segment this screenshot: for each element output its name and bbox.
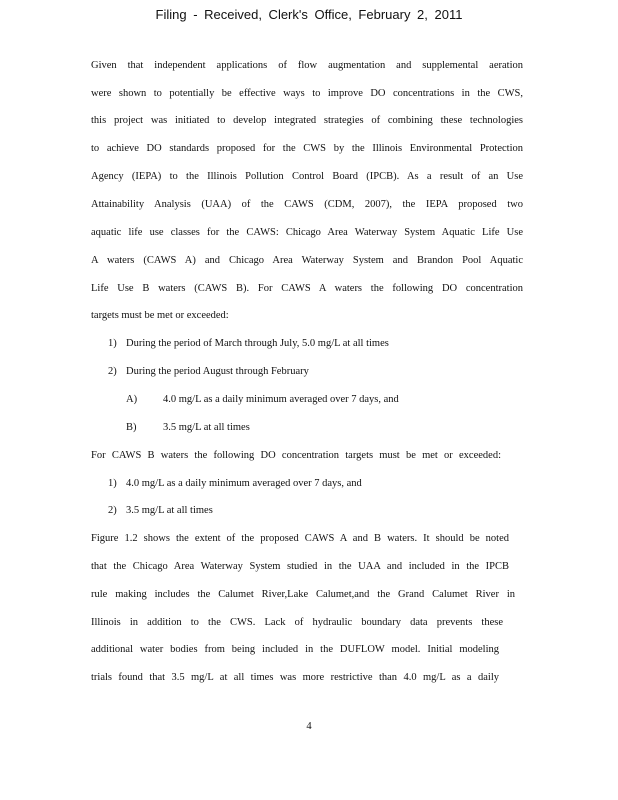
filing-header: Filing - Received, Clerk's Office, February 2, 2011: [155, 7, 463, 22]
list-a-item-2-text: During the period August through February: [126, 366, 309, 377]
paragraph-1-line: aquatic life use classes for the CAWS: Chicago Area Waterway System Aquatic Life Use: [91, 227, 523, 238]
caws-b-intro: For CAWS B waters the following DO concentration targets must be met or exceeded:: [91, 450, 501, 461]
paragraph-2-line: that the Chicago Area Waterway System studied in the UAA and included in the IPCB: [91, 561, 509, 572]
paragraph-1-line: this project was initiated to develop integrated strategies of combining these technologies: [91, 115, 523, 126]
paragraph-2-line: Illinois in addition to the CWS. Lack of hydraulic boundary data prevents these: [91, 617, 503, 628]
paragraph-1-line: to achieve DO standards proposed for the CWS by the Illinois Environmental Protection: [91, 143, 523, 154]
paragraph-1-line: Attainability Analysis (UAA) of the CAWS (CDM, 2007), the IEPA proposed two: [91, 199, 523, 210]
list-b-item-2-text: 3.5 mg/L at all times: [126, 505, 213, 516]
list-a-item-2-number: 2): [108, 366, 117, 377]
list-b-item-1-text: 4.0 mg/L as a daily minimum averaged over 7 days, and: [126, 478, 362, 489]
paragraph-2-line: Figure 1.2 shows the extent of the proposed CAWS A and B waters. It should be noted: [91, 533, 509, 544]
paragraph-2-line: trials found that 3.5 mg/L at all times was more restrictive than 4.0 mg/L as a daily: [91, 672, 499, 683]
page-number: 4: [306, 721, 312, 732]
paragraph-1-line: Agency (IEPA) to the Illinois Pollution Control Board (IPCB). As a result of an Use: [91, 171, 523, 182]
sublist-item-a-label: A): [126, 394, 138, 405]
paragraph-1-line: A waters (CAWS A) and Chicago Area Waterway System and Brandon Pool Aquatic: [91, 255, 523, 266]
list-a-item-1-text: During the period of March through July, 5.0 mg/L at all times: [126, 338, 389, 349]
list-a-item-1-number: 1): [108, 338, 117, 349]
paragraph-1-line: Life Use B waters (CAWS B). For CAWS A waters the following DO concentration: [91, 283, 523, 294]
paragraph-1-line: Given that independent applications of flow augmentation and supplemental aeration: [91, 60, 523, 71]
paragraph-1-line: were shown to potentially be effective ways to improve DO concentrations in the CWS,: [91, 88, 523, 99]
list-b-item-2-number: 2): [108, 505, 117, 516]
list-b-item-1-number: 1): [108, 478, 117, 489]
sublist-item-b-label: B): [126, 422, 137, 433]
paragraph-2-line: additional water bodies from being included in the DUFLOW model. Initial modeling: [91, 644, 499, 655]
sublist-item-a-text: 4.0 mg/L as a daily minimum averaged over 7 days, and: [163, 394, 399, 405]
paragraph-2-line: rule making includes the Calumet River,Lake Calumet,and the Grand Calumet River in: [91, 589, 515, 600]
sublist-item-b-text: 3.5 mg/L at all times: [163, 422, 250, 433]
paragraph-1-line: targets must be met or exceeded:: [91, 310, 229, 321]
